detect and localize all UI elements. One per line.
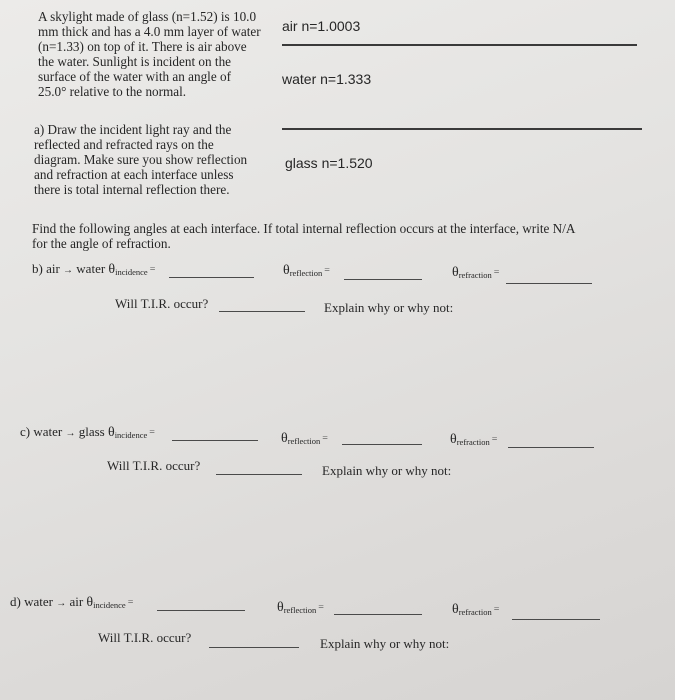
- part-a-line: reflected and refracted rays on the: [34, 137, 214, 152]
- theta-symbol: θ: [86, 595, 94, 610]
- part-c-explain-label: Explain why or why not:: [322, 463, 452, 478]
- part-a-line: diagram. Make sure you show reflection: [34, 152, 248, 167]
- part-b-tir-question: Will T.I.R. occur?: [115, 296, 209, 311]
- part-d-refraction-answer-field[interactable]: [512, 619, 600, 620]
- part-c-reflection-label: θreflection =: [281, 431, 328, 446]
- part-d-tir-question: Will T.I.R. occur?: [98, 630, 192, 645]
- arrow-icon: →: [65, 428, 76, 439]
- air-water-interface: [282, 44, 637, 46]
- part-b-incidence-label: b) air → water θincidence =: [32, 261, 156, 277]
- part-b-explain-label: Explain why or why not:: [324, 300, 454, 315]
- instructions-line: for the angle of refraction.: [32, 236, 171, 251]
- water-medium-label: water n=1.333: [282, 71, 372, 87]
- theta-symbol: θ: [108, 262, 116, 277]
- instructions-line: Find the following angles at each interface. If total internal reflection occurs at the interface, write N/A: [32, 221, 576, 236]
- part-b-tir-answer-field[interactable]: [219, 311, 305, 312]
- part-b-reflection-answer-field[interactable]: [344, 279, 422, 280]
- part-c-tir-answer-field[interactable]: [216, 474, 302, 475]
- part-d-explain-label: Explain why or why not:: [320, 636, 450, 651]
- intro-line: (n=1.33) on top of it. There is air above: [38, 39, 247, 54]
- glass-medium-label: glass n=1.520: [285, 155, 373, 171]
- part-d-reflection-label: θreflection =: [277, 600, 324, 615]
- part-c-refraction-label: θrefraction =: [450, 432, 498, 447]
- part-d-refraction-label: θrefraction =: [452, 602, 500, 617]
- part-a-line: and refraction at each interface unless: [34, 167, 234, 182]
- part-a-paragraph: [34, 122, 247, 197]
- part-b-reflection-label: θreflection =: [283, 263, 330, 278]
- part-c-refraction-answer-field[interactable]: [508, 447, 594, 448]
- part-c-reflection-answer-field[interactable]: [342, 444, 422, 445]
- instructions-paragraph: [32, 221, 575, 251]
- part-b-incidence-answer-field[interactable]: [169, 277, 254, 278]
- air-medium-label: air n=1.0003: [282, 18, 361, 34]
- theta-symbol: θ: [107, 425, 115, 440]
- part-a-line: a) Draw the incident light ray and the: [34, 122, 232, 137]
- arrow-icon: →: [63, 265, 74, 276]
- intro-line: 25.0° relative to the normal.: [38, 84, 187, 99]
- intro-paragraph: [38, 9, 261, 99]
- intro-line: the water. Sunlight is incident on the: [38, 54, 232, 69]
- part-b-refraction-answer-field[interactable]: [506, 283, 592, 284]
- part-d-incidence-answer-field[interactable]: [157, 610, 245, 611]
- part-c-tir-question: Will T.I.R. occur?: [107, 458, 201, 473]
- intro-line: mm thick and has a 4.0 mm layer of water: [38, 24, 261, 39]
- part-d-incidence-label: d) water → air θincidence =: [10, 594, 134, 610]
- part-d-tir-answer-field[interactable]: [209, 647, 299, 648]
- arrow-icon: →: [56, 598, 67, 609]
- part-d-reflection-answer-field[interactable]: [334, 614, 422, 615]
- intro-line: surface of the water with an angle of: [38, 69, 231, 84]
- part-a-line: there is total internal reflection there.: [34, 182, 230, 197]
- water-glass-interface: [282, 128, 642, 130]
- part-c-incidence-answer-field[interactable]: [172, 440, 258, 441]
- part-b-refraction-label: θrefraction =: [452, 265, 500, 280]
- part-c-incidence-label: c) water → glass θincidence =: [20, 424, 155, 440]
- intro-line: A skylight made of glass (n=1.52) is 10.0: [38, 9, 257, 24]
